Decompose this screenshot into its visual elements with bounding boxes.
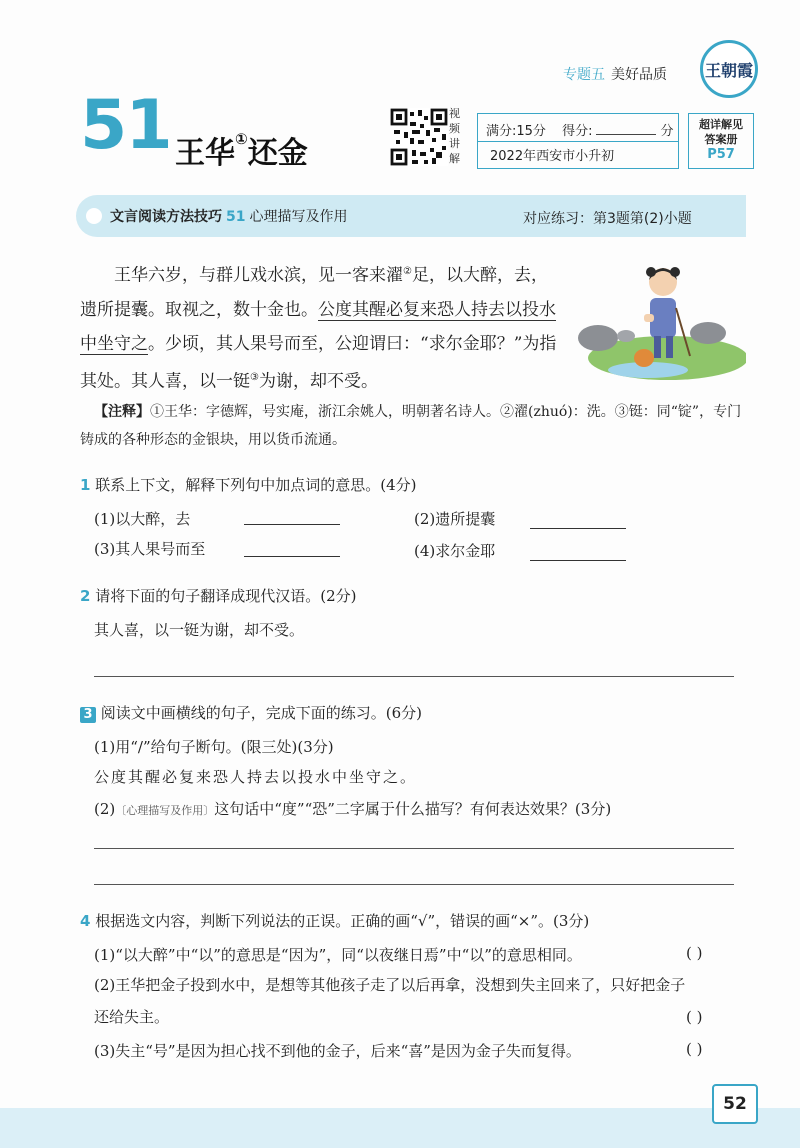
q3-method-tag: 〔心理描写及作用〕 [115,804,215,817]
q1-answer-2[interactable] [530,528,626,529]
score-row: 满分:15分 得分: 分 [486,124,674,139]
exam-source: 2022年西安市小升初 [490,149,615,164]
q4-answer-2[interactable]: ( ) [686,1008,703,1026]
score-divider [477,141,679,142]
q2-sentence: 其人喜，以一铤为谢，却不受。 [94,621,305,639]
full-score: 满分:15分 [486,124,546,139]
q4-item-2: (2)王华把金子投到水中，是想等其他孩子走了以后再拿，没想到失主回来了，只好把金子 [94,976,686,994]
answer-ref: 超详解见 答案册 P57 [699,118,743,162]
q4-answer-1[interactable]: ( ) [686,944,703,962]
qr-caption: 视频讲解 [449,107,460,165]
q4-item-1: (1)“以大醉”中“以”的意思是“因为”，同“以夜继日焉”中“以”的意思相同。 [94,946,582,964]
topic-label [563,64,667,84]
brand-logo: 王朝霞 [700,40,758,98]
q1-item-4: (4)求尔金耶 [414,542,496,560]
question-4: 4 根据选文内容，判断下列说法的正误。正确的画“√”，错误的画“×”。(3分) [80,912,590,930]
q1-answer-1[interactable] [244,524,340,525]
classical-passage: 王华六岁，与群儿戏水滨，见一客来濯②足，以大醉，去，遗所提囊。取视之，数十金也。公度其醒必复来恐人持去以投水中坐守之。少顷，其人果号而至，公迎谓曰：“求尔金耶？”为指其处。其人喜，以一铤③为谢，却不受。 [80,265,557,392]
topic-name: 美好品质 [611,67,667,83]
q3-sub-1: (1)用“/”给句子断句。(限三处)(3分) [94,738,334,756]
q3-answer-line-1[interactable] [94,848,734,849]
q1-answer-3[interactable] [244,556,340,557]
boy-by-water-illustration [578,258,746,383]
q3-answer-line-2[interactable] [94,884,734,885]
q1-item-3: (3)其人果号而至 [94,540,206,558]
q4-item-3: (3)失主“号”是因为担心找不到他的金子，后来“喜”是因为金子失而复得。 [94,1042,581,1060]
topic-number: 专题五 [563,67,605,83]
score-blank[interactable] [596,134,656,135]
annotation: 【注释】①王华：字德辉，号实庵，浙江余姚人，明朝著名诗人。②濯(zhuó)：洗。③铤：同“锭”，专门铸成的各种形态的金银块，用以货币流通。 [80,404,742,448]
method-label: 文言阅读方法技巧 51 心理描写及作用 [110,209,348,225]
q4-answer-3[interactable]: ( ) [686,1040,703,1058]
method-practice: 对应练习：第3题第(2)小题 [523,211,692,227]
q3-sentence: 公度其醒必复来恐人持去以投水中坐守之。 [94,768,418,786]
lesson-number: 51 [80,86,171,165]
score-label: 得分: [562,124,593,139]
page-number: 52 [712,1084,758,1124]
question-3: 3 阅读文中画横线的句子，完成下面的练习。(6分) [80,702,422,723]
q1-item-2: (2)遗所提囊 [414,510,496,528]
q3-sub-2: (2)〔心理描写及作用〕这句话中“度”“恐”二字属于什么描写？有何表达效果？(3分) [94,800,612,818]
q1-answer-4[interactable] [530,560,626,561]
footer-band [0,1108,800,1148]
underlined-sentence: 公度其醒必复来恐人持去以投水中坐守之 [80,299,556,354]
band-bullet-icon [86,208,102,224]
question-2: 2 请将下面的句子翻译成现代汉语。(2分) [80,587,357,605]
qr-code-icon[interactable] [390,108,448,166]
question-1: 1 联系上下文，解释下列句中加点词的意思。(4分) [80,476,417,494]
q1-item-1: (1)以大醉，去 [94,510,191,528]
page-title: 王华①还金 [175,130,308,171]
q4-item-2-cont: 还给失主。 [94,1008,170,1026]
q2-answer-line[interactable] [94,676,734,677]
